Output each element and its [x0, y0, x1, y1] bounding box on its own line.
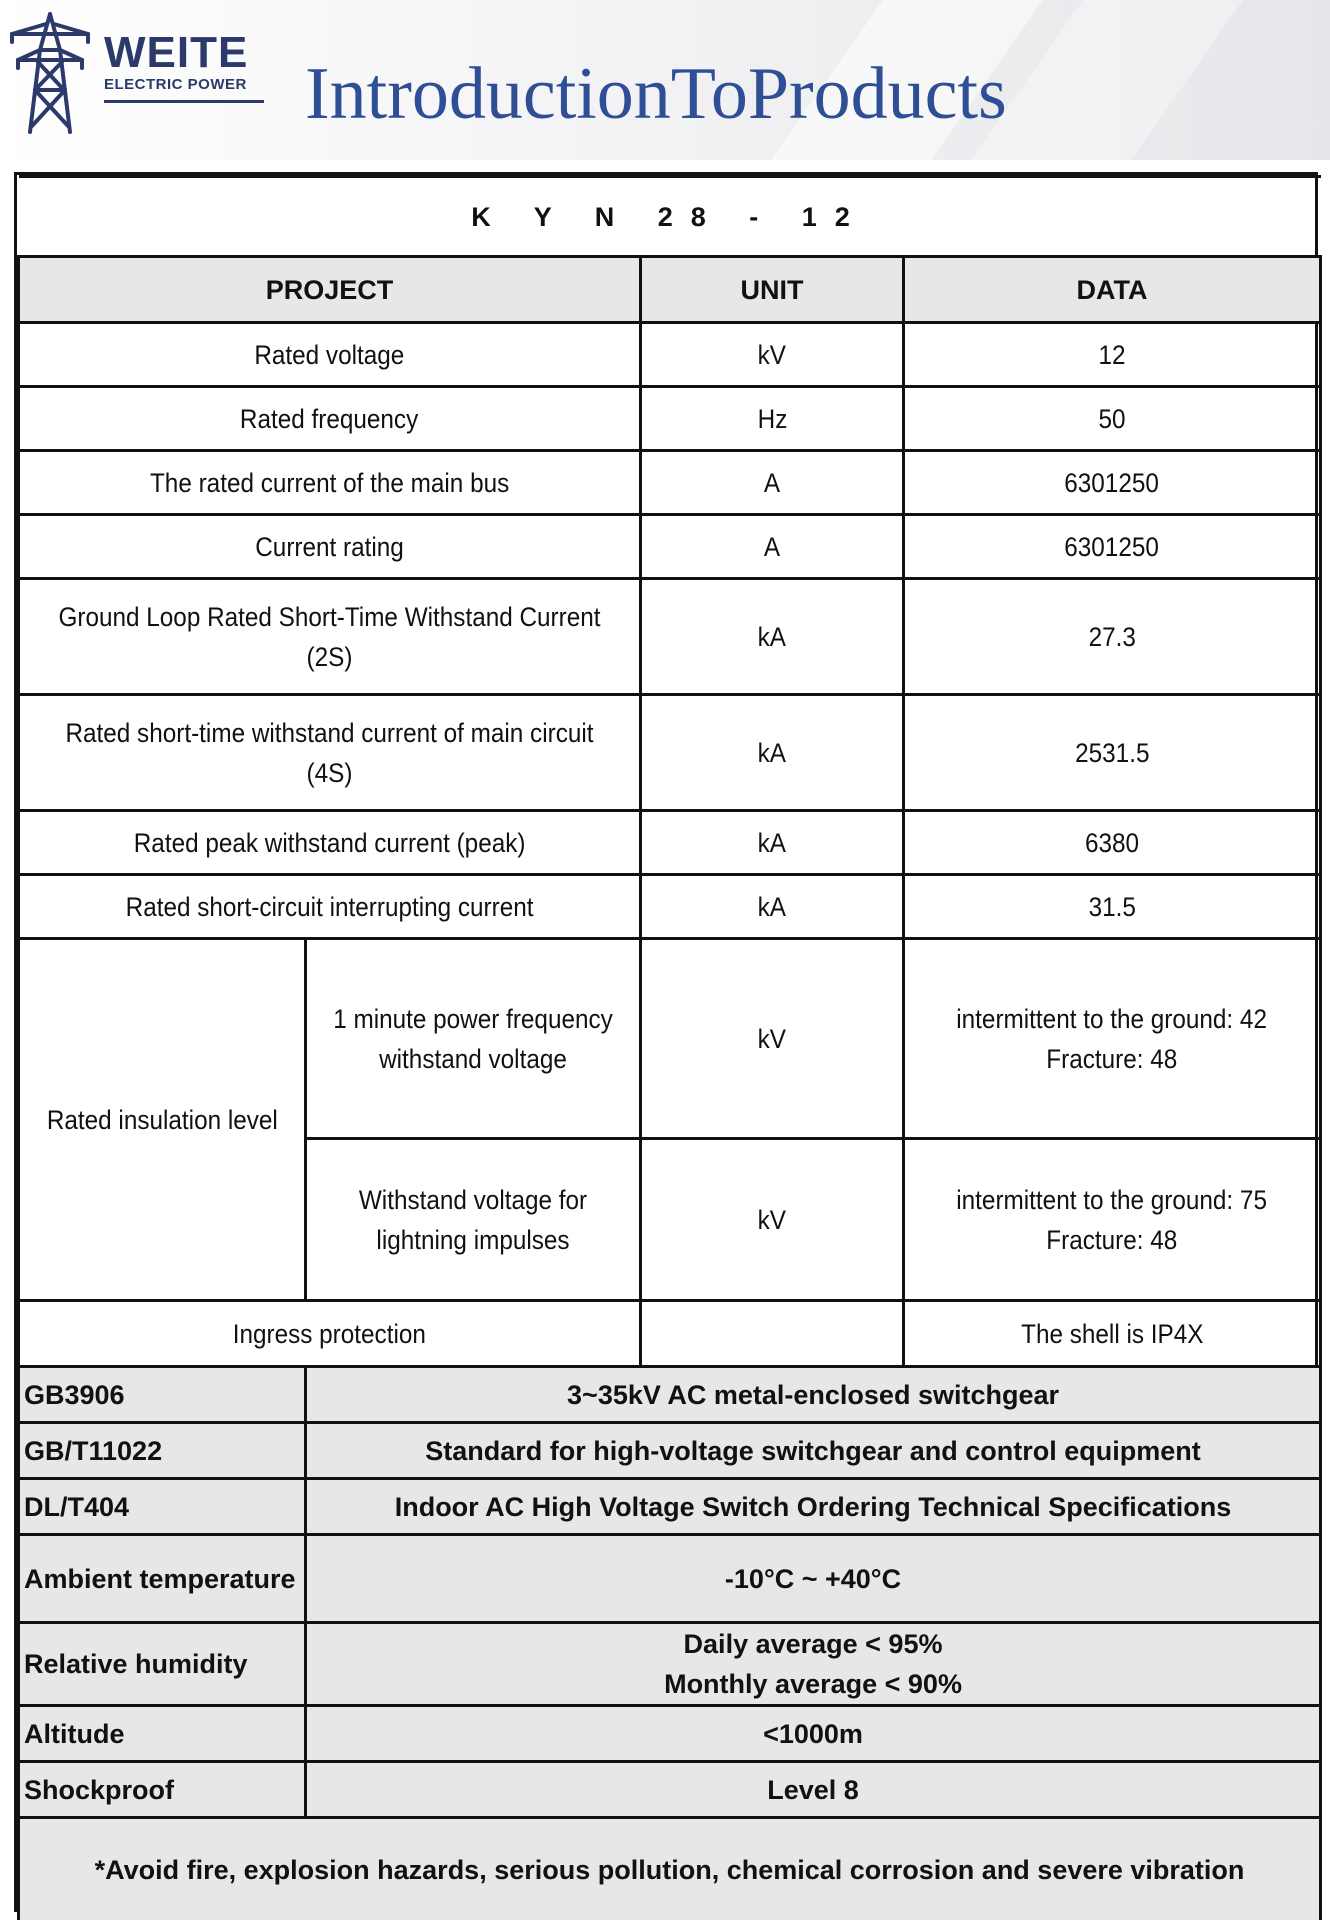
data-cell: 50 [904, 387, 1321, 451]
power-tower-icon [8, 10, 92, 136]
brand-underline [104, 100, 264, 103]
table-row [19, 387, 1321, 451]
project-cell: Rated voltage [19, 323, 641, 387]
standard-code: GB/T11022 [19, 1423, 306, 1479]
note-row [19, 1818, 1321, 1920]
table-row [19, 323, 1321, 387]
standard-code: DL/T404 [19, 1479, 306, 1535]
data-cell: 31.5 [904, 875, 1321, 939]
column-header-project: PROJECT [19, 257, 641, 323]
project-cell: Ground Loop Rated Short-Time Withstand Current (2S) [19, 579, 641, 695]
condition-label: Shockproof [19, 1762, 306, 1818]
project-cell: Rated short-time withstand current of main circuit (4S) [19, 695, 641, 811]
humidity-monthly: Monthly average < 90% [664, 1669, 962, 1699]
table-row [19, 1301, 1321, 1367]
table-row [19, 515, 1321, 579]
standard-title: Indoor AC High Voltage Switch Ordering Technical Specifications [306, 1479, 1321, 1535]
unit-cell: Hz [641, 387, 904, 451]
spec-table [17, 175, 1322, 1920]
footnote: *Avoid fire, explosion hazards, serious pollution, chemical corrosion and severe vibration [19, 1818, 1321, 1920]
table-header [19, 257, 1321, 323]
standard-row [19, 1367, 1321, 1423]
insulation-row [19, 939, 1321, 1139]
condition-value: -10°C ~ +40°C [306, 1535, 1321, 1623]
brand-name: WEITE [104, 28, 249, 77]
data-cell: The shell is IP4X [904, 1301, 1321, 1367]
project-cell: Ingress protection [19, 1301, 641, 1367]
standard-title: Standard for high-voltage switchgear and control equipment [306, 1423, 1321, 1479]
insulation-value-line2: Fracture: 48 [1046, 1043, 1178, 1074]
model-row [19, 177, 1321, 257]
insulation-value-line1: intermittent to the ground: 75 [956, 1184, 1268, 1215]
project-cell: Current rating [19, 515, 641, 579]
page-title: IntroductionToProducts [305, 53, 1007, 135]
condition-row [19, 1762, 1321, 1818]
condition-value: Level 8 [306, 1762, 1321, 1818]
table-row [19, 451, 1321, 515]
data-cell: 6301250 [904, 515, 1321, 579]
page-header [0, 0, 1330, 160]
condition-row [19, 1706, 1321, 1762]
data-cell: 27.3 [904, 579, 1321, 695]
model-title: K Y N 28 - 12 [19, 177, 1321, 257]
table-row [19, 875, 1321, 939]
standard-row [19, 1423, 1321, 1479]
humidity-daily: Daily average < 95% [683, 1629, 943, 1659]
brand-logo [104, 30, 264, 103]
data-cell: 6380 [904, 811, 1321, 875]
standard-row [19, 1479, 1321, 1535]
project-cell: Rated peak withstand current (peak) [19, 811, 641, 875]
table-row [19, 695, 1321, 811]
unit-cell: A [641, 451, 904, 515]
unit-cell: kV [641, 323, 904, 387]
data-cell [904, 939, 1321, 1139]
unit-cell [641, 1301, 904, 1367]
unit-cell: A [641, 515, 904, 579]
condition-value [306, 1623, 1321, 1706]
condition-row [19, 1535, 1321, 1623]
condition-label: Altitude [19, 1706, 306, 1762]
insulation-item-name: Withstand voltage for lightning impulses [306, 1139, 641, 1301]
insulation-item-name: 1 minute power frequency withstand voltage [306, 939, 641, 1139]
data-cell: 12 [904, 323, 1321, 387]
data-cell [904, 1139, 1321, 1301]
unit-cell: kV [641, 939, 904, 1139]
condition-label: Relative humidity [19, 1623, 306, 1706]
insulation-value-line1: intermittent to the ground: 42 [956, 1003, 1268, 1034]
unit-cell: kA [641, 875, 904, 939]
table-row [19, 811, 1321, 875]
standard-code: GB3906 [19, 1367, 306, 1423]
unit-cell: kA [641, 811, 904, 875]
condition-value: <1000m [306, 1706, 1321, 1762]
unit-cell: kV [641, 1139, 904, 1301]
column-header-data: DATA [904, 257, 1321, 323]
insulation-value-line2: Fracture: 48 [1046, 1224, 1178, 1255]
project-cell: The rated current of the main bus [19, 451, 641, 515]
table-row [19, 579, 1321, 695]
insulation-label: Rated insulation level [19, 939, 306, 1301]
standard-title: 3~35kV AC metal-enclosed switchgear [306, 1367, 1321, 1423]
condition-row [19, 1623, 1321, 1706]
project-cell: Rated frequency [19, 387, 641, 451]
project-cell: Rated short-circuit interrupting current [19, 875, 641, 939]
unit-cell: kA [641, 695, 904, 811]
brand-subtitle: ELECTRIC POWER [104, 76, 247, 93]
condition-label: Ambient temperature [19, 1535, 306, 1623]
spec-sheet [14, 172, 1318, 1912]
data-cell: 2531.5 [904, 695, 1321, 811]
data-cell: 6301250 [904, 451, 1321, 515]
column-header-unit: UNIT [641, 257, 904, 323]
unit-cell: kA [641, 579, 904, 695]
